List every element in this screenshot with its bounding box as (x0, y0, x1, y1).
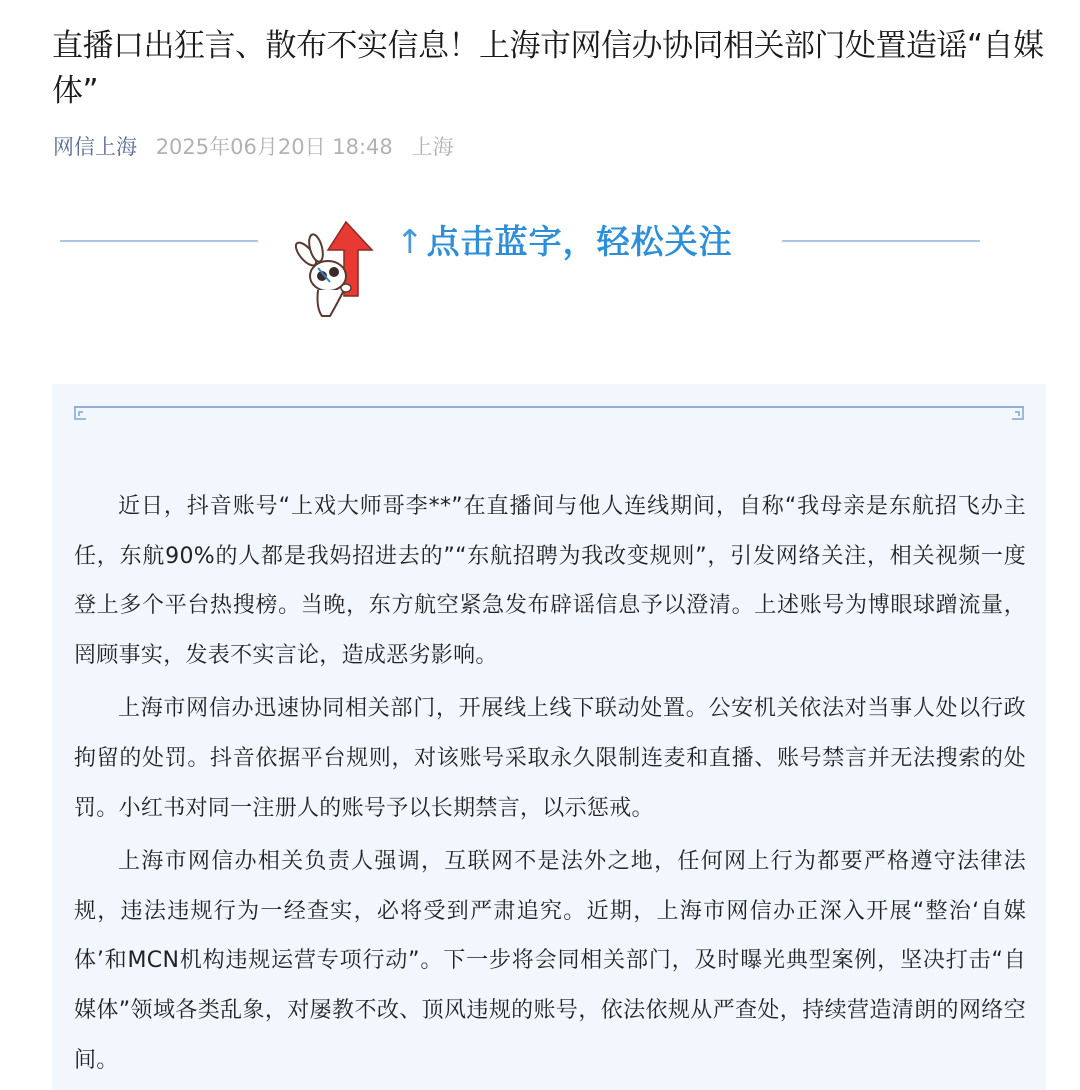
paragraph: 上海市网信办相关负责人强调，互联网不是法外之地，任何网上行为都要严格遵守法律法规，违法违规行为一经查实，必将受到严肃追究。近期，上海市网信办正深入开展“整治‘自媒体’和MCN机构违规运营专项行动”。下一步将会同相关部门，及时曝光典型案例，坚决打击“自媒体”领域各类乱象，对屡教不改、顶风违规的账号，依法依规从严查处，持续营造清朗的网络空间。 (74, 849, 1026, 1073)
divider-line-left (60, 240, 258, 242)
frame-corner-right-icon (1012, 408, 1024, 420)
rabbit-with-red-arrow-icon (288, 216, 378, 324)
follow-banner[interactable] (60, 212, 980, 324)
paragraph: 近日，抖音账号“上戏大师哥李**”在直播间与他人连线期间，自称“我母亲是东航招飞办主任，东航90%的人都是我妈招进去的”“东航招聘为我改变规则”，引发网络关注，相关视频一度登上多个平台热搜榜。当晚，东方航空紧急发布辟谣信息予以澄清。上述账号为博眼球蹭流量，罔顾事实，发表不实言论，造成恶劣影响。 (74, 494, 1026, 668)
frame-top-border (74, 406, 1024, 408)
article-body (74, 482, 1026, 1089)
article-quote-box (52, 384, 1046, 1090)
divider-line-right (782, 240, 980, 242)
publish-date: 2025年06月20日 18:48 (155, 135, 393, 159)
author-link[interactable]: 网信上海 (53, 135, 137, 159)
paragraph: 上海市网信办迅速协同相关部门，开展线上线下联动处置。公安机关依法对当事人处以行政拘留的处罚。抖音依据平台规则，对该账号采取永久限制连麦和直播、账号禁言并无法搜索的处罚。小红书对同一注册人的账号予以长期禁言，以示惩戒。 (74, 696, 1026, 821)
publish-location: 上海 (411, 135, 454, 159)
article-title: 直播口出狂言、散布不实信息！上海市网信办协同相关部门处置造谣“自媒体” (52, 28, 1044, 109)
frame-corner-left-icon (74, 408, 86, 420)
article-meta (53, 131, 453, 163)
up-arrow-icon: ↑ (396, 222, 425, 261)
follow-prompt-text: 点击蓝字，轻松关注 (426, 222, 733, 261)
follow-prompt[interactable] (396, 220, 733, 264)
